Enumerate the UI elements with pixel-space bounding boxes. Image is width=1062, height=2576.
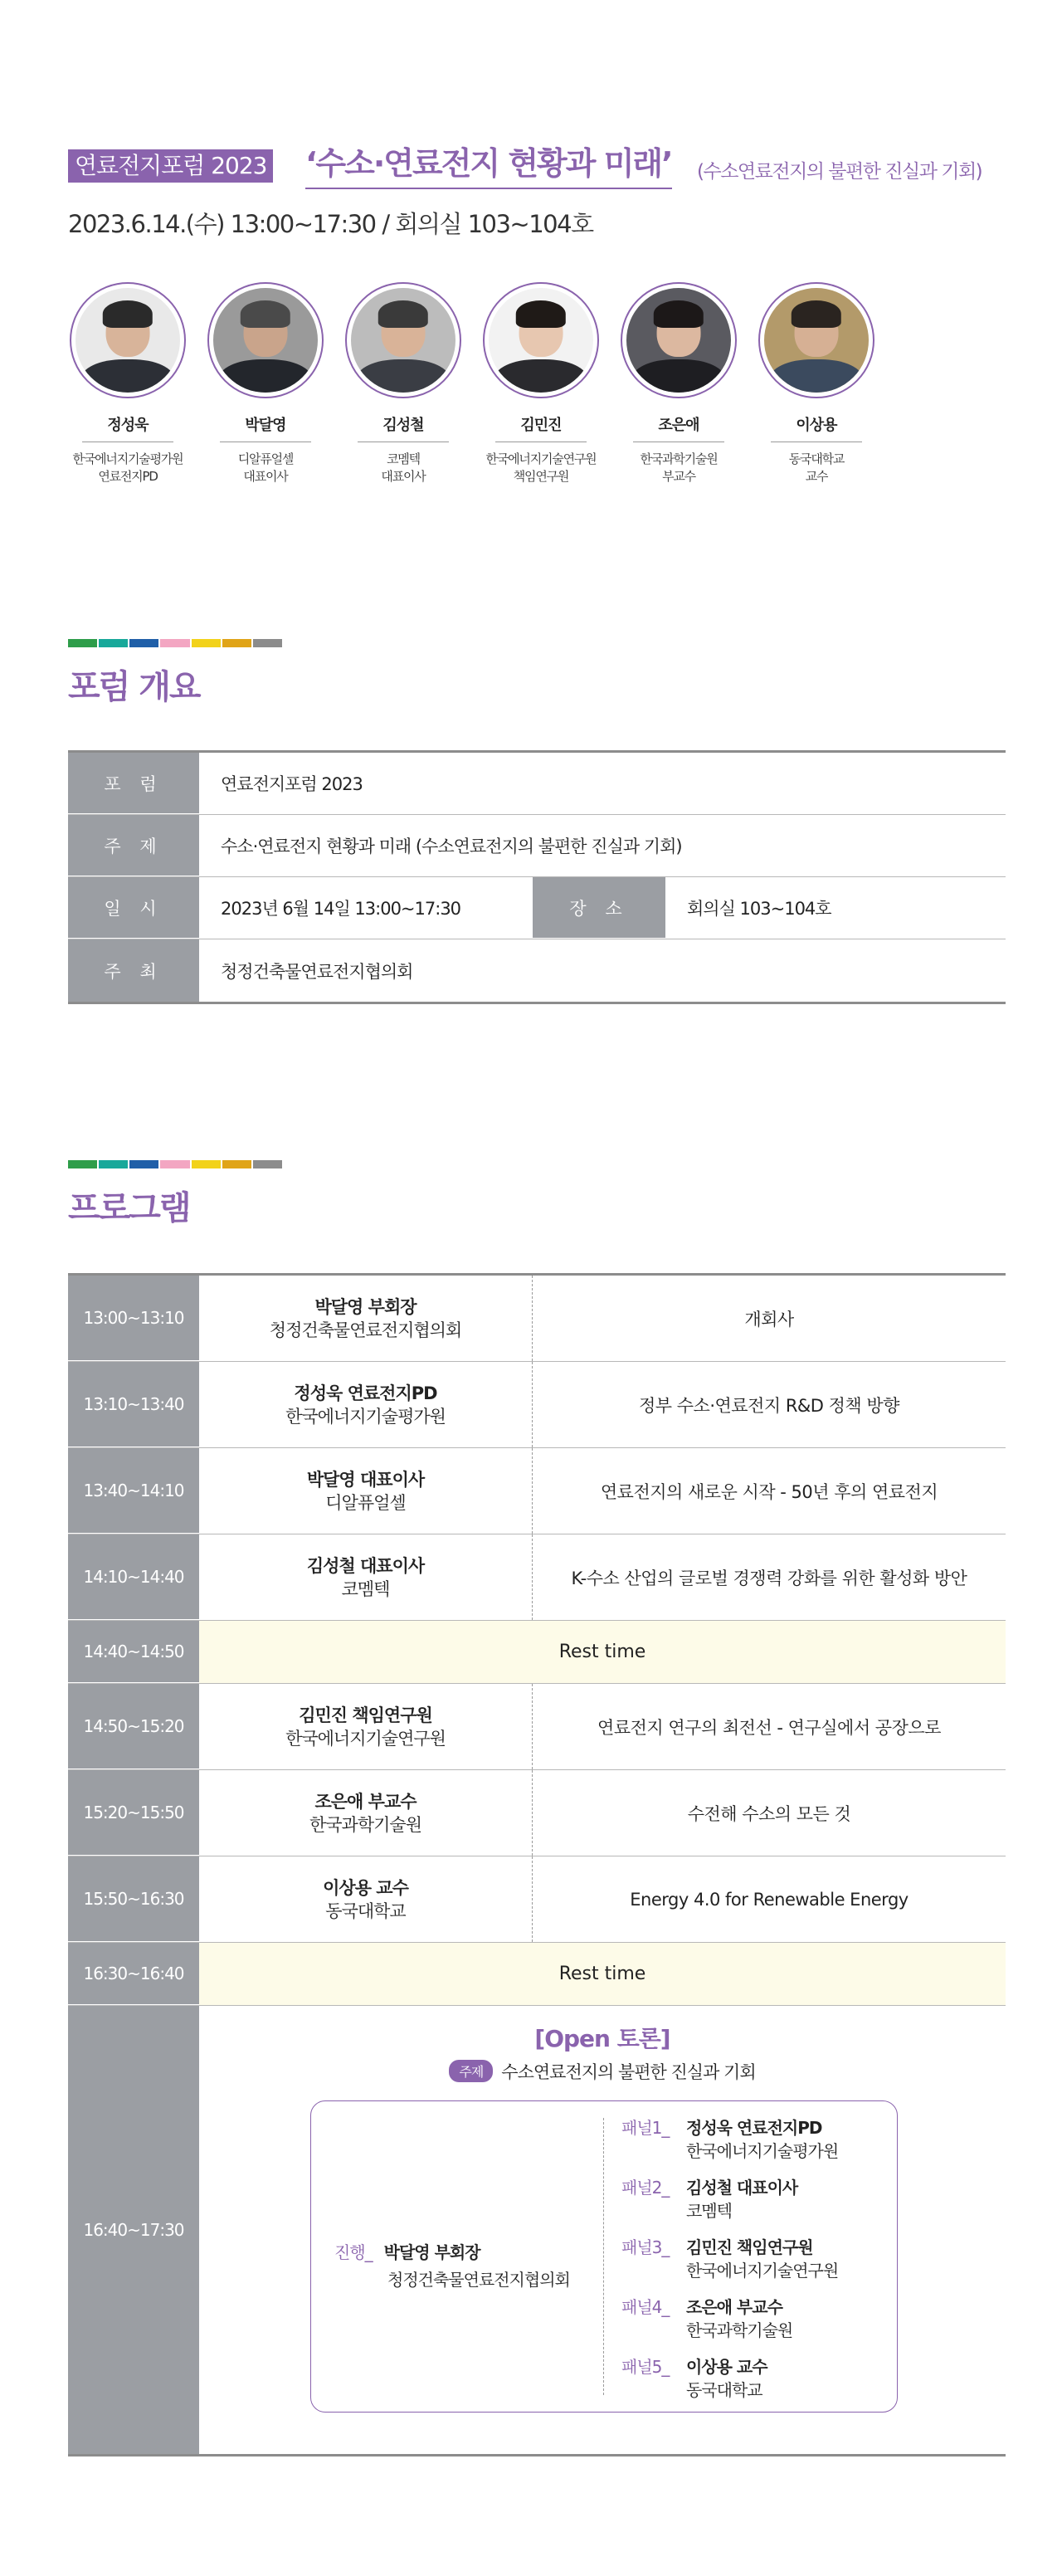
program-speaker: [199, 1448, 533, 1534]
program-row-open-discussion: [68, 2006, 1006, 2454]
stripe-segment: [253, 1160, 282, 1168]
panelist-org: 한국과학기술원: [686, 2320, 793, 2340]
program-row: [68, 1534, 1006, 1621]
stripe-segment: [68, 639, 97, 647]
speaker-photo: [626, 288, 731, 393]
moderator-label: 진행_: [334, 2242, 373, 2262]
speaker-name: 김민진: [495, 413, 587, 442]
program-table: [68, 1273, 1006, 2456]
program-speaker: [199, 1362, 533, 1447]
overview-label: 주 제: [68, 815, 199, 876]
speaker-card: [61, 282, 194, 485]
theme-text: 수소연료전지의 불편한 진실과 기회: [501, 2062, 756, 2082]
stripe-segment: [129, 639, 158, 647]
program-speaker: [199, 1770, 533, 1856]
panelist-org: 동국대학교: [686, 2380, 762, 2400]
program-row: [68, 1362, 1006, 1448]
stripe-segment: [253, 639, 282, 647]
speaker-name: 조은애: [633, 413, 724, 442]
stripe-segment: [68, 1160, 97, 1168]
overview-value: 회의실 103~104호: [687, 899, 831, 919]
speaker-org: 동국대학교 교수: [788, 451, 845, 484]
stripe-segment: [99, 639, 128, 647]
overview-label: 장 소: [533, 877, 665, 939]
overview-value: 수소·연료전지 현황과 미래 (수소연료전지의 불편한 진실과 기회): [221, 837, 682, 856]
panelist-name: 정성욱 연료전지PD: [686, 2118, 822, 2138]
panelist-label: 패널4_: [621, 2297, 670, 2317]
speaker-card: [750, 282, 883, 485]
program-speaker-org: 동국대학교: [325, 1900, 406, 1921]
overview-title: 포럼 개요: [68, 668, 200, 706]
program-speaker-org: 한국에너지기술평가원: [285, 1406, 446, 1427]
program-time: 15:20~15:50: [68, 1770, 199, 1856]
panelist-org: 한국에너지기술평가원: [686, 2141, 839, 2161]
stripe-segment: [192, 639, 221, 647]
speaker-card: [199, 282, 332, 485]
program-speaker: [199, 1684, 533, 1769]
speaker-photo: [489, 288, 593, 393]
speaker-card: [475, 282, 607, 485]
speaker-name: 김성철: [358, 413, 449, 442]
program-time: 14:40~14:50: [68, 1621, 199, 1683]
program-speaker-name: 조은애 부교수: [314, 1791, 417, 1812]
panelist: [621, 2236, 838, 2295]
panelist-org: 한국에너지기술연구원: [686, 2261, 839, 2281]
speaker-photo: [764, 288, 869, 393]
panelist-label: 패널3_: [621, 2237, 670, 2257]
open-discussion-theme: [199, 2059, 1006, 2084]
program-topic: 연료전지 연구의 최전선 - 연구실에서 공장으로: [597, 1717, 941, 1738]
speaker-photo: [351, 288, 455, 393]
overview-row: [68, 939, 1006, 1002]
section-stripe: [68, 639, 282, 647]
program-title: 프로그램: [68, 1189, 190, 1227]
panelist-name: 김성철 대표이사: [686, 2178, 798, 2198]
program-speaker: [199, 1276, 533, 1361]
moderator-org: 청정건축물연료전지협의회: [387, 2270, 570, 2290]
panel-box: [310, 2100, 898, 2413]
program-row: [68, 1448, 1006, 1534]
overview-row: [68, 877, 1006, 939]
program-speaker-org: 한국에너지기술연구원: [285, 1728, 446, 1749]
overview-table: [68, 750, 1006, 1004]
stripe-segment: [160, 639, 189, 647]
section-stripe: [68, 1160, 282, 1168]
stripe-segment: [129, 1160, 158, 1168]
forum-header: [68, 143, 1006, 193]
program-topic: 정부 수소·연료전지 R&D 정책 방향: [639, 1395, 899, 1416]
overview-value: 연료전지포럼 2023: [221, 774, 363, 794]
program-topic: 개회사: [744, 1309, 794, 1329]
speaker-photo: [213, 288, 318, 393]
program-speaker: [199, 1856, 533, 1942]
program-speaker-name: 김민진 책임연구원: [299, 1705, 432, 1725]
program-time: 13:00~13:10: [68, 1276, 199, 1361]
overview-row: [68, 753, 1006, 815]
panel-divider: [603, 2118, 604, 2395]
program-time: 15:50~16:30: [68, 1856, 199, 1942]
program-speaker-org: 코멤텍: [341, 1578, 390, 1599]
speaker-org: 한국에너지기술연구원 책임연구원: [485, 451, 597, 484]
program-row-rest: [68, 1621, 1006, 1684]
speaker-card: [612, 282, 745, 485]
panelist-label: 패널2_: [621, 2178, 670, 2198]
speaker-list: [61, 282, 874, 490]
speaker-photo: [76, 288, 180, 393]
speaker-card: [337, 282, 470, 485]
speaker-name: 박달영: [220, 413, 311, 442]
avatar: [70, 282, 186, 398]
program-row-rest: [68, 1943, 1006, 2006]
avatar: [758, 282, 874, 398]
panelist: [621, 2176, 838, 2236]
avatar: [207, 282, 324, 398]
panel-list: [621, 2116, 838, 2415]
overview-label: 주 최: [68, 939, 199, 1002]
speaker-org: 디알퓨얼셀 대표이사: [237, 451, 294, 484]
program-time: 16:30~16:40: [68, 1943, 199, 2005]
speaker-name: 이상용: [771, 413, 862, 442]
moderator-name: 박달영 부회장: [383, 2242, 480, 2262]
avatar: [483, 282, 599, 398]
program-speaker-org: 한국과학기술원: [309, 1814, 421, 1835]
program-time: 14:50~15:20: [68, 1684, 199, 1769]
program-speaker-org: 디알퓨얼셀: [325, 1492, 406, 1513]
speaker-org: 코멤텍 대표이사: [381, 451, 426, 484]
program-speaker: [199, 1534, 533, 1620]
program-speaker-name: 정성욱 연료전지PD: [294, 1383, 437, 1403]
program-time: 14:10~14:40: [68, 1534, 199, 1620]
stripe-segment: [99, 1160, 128, 1168]
panelist-name: 이상용 교수: [686, 2357, 767, 2377]
program-topic: K-수소 산업의 글로벌 경쟁력 강화를 위한 활성화 방안: [571, 1568, 967, 1588]
stripe-segment: [192, 1160, 221, 1168]
overview-row: [68, 815, 1006, 877]
program-topic: Energy 4.0 for Renewable Energy: [630, 1889, 909, 1910]
avatar: [621, 282, 737, 398]
overview-value: 청정건축물연료전지협의회: [221, 961, 413, 982]
speaker-name: 정성욱: [82, 413, 173, 442]
forum-badge: 연료전지포럼 2023: [68, 149, 273, 183]
overview-label: 포 럼: [68, 753, 199, 814]
program-row: [68, 1684, 1006, 1770]
avatar: [345, 282, 461, 398]
program-topic: 수전해 수소의 모든 것: [687, 1803, 851, 1824]
panelist-label: 패널1_: [621, 2118, 670, 2138]
program-time: 13:10~13:40: [68, 1362, 199, 1447]
program-row: [68, 1276, 1006, 1362]
stripe-segment: [222, 1160, 251, 1168]
panelist: [621, 2116, 838, 2176]
panelist-label: 패널5_: [621, 2357, 670, 2377]
forum-subtitle: (수소연료전지의 불편한 진실과 기회): [697, 161, 982, 183]
program-topic: 연료전지의 새로운 시작 - 50년 후의 연료전지: [600, 1481, 938, 1502]
panelist: [621, 2355, 838, 2415]
program-speaker-name: 박달영 부회장: [314, 1296, 417, 1317]
program-row: [68, 1856, 1006, 1943]
panelist-name: 김민진 책임연구원: [686, 2237, 813, 2257]
speaker-org: 한국에너지기술평가원 연료전지PD: [72, 451, 183, 484]
rest-time: Rest time: [199, 1621, 1006, 1683]
open-discussion: [199, 2006, 1006, 2454]
panelist-name: 조은애 부교수: [686, 2297, 782, 2317]
stripe-segment: [160, 1160, 189, 1168]
moderator: [334, 2239, 570, 2291]
program-speaker-name: 이상용 교수: [323, 1877, 408, 1898]
overview-label: 일 시: [68, 877, 199, 939]
program-time: 16:40~17:30: [68, 2006, 199, 2454]
program-speaker-name: 김성철 대표이사: [306, 1555, 425, 1576]
rest-time: Rest time: [199, 1943, 1006, 2005]
program-speaker-org: 청정건축물연료전지협의회: [269, 1320, 462, 1340]
program-speaker-name: 박달영 대표이사: [306, 1469, 425, 1490]
stripe-segment: [222, 639, 251, 647]
program-time: 13:40~14:10: [68, 1448, 199, 1534]
theme-tag: 주제: [449, 2060, 493, 2082]
open-discussion-title: [Open 토론]: [534, 2025, 670, 2052]
forum-date-place: 2023.6.14.(수) 13:00~17:30 / 회의실 103~104호: [68, 210, 593, 238]
forum-title: ‘수소·연료전지 현황과 미래’: [305, 143, 672, 189]
overview-value: 2023년 6월 14일 13:00~17:30: [221, 899, 461, 919]
panelist-org: 코멤텍: [686, 2201, 732, 2221]
program-row: [68, 1770, 1006, 1856]
speaker-org: 한국과학기술원 부교수: [640, 451, 718, 484]
panelist: [621, 2295, 838, 2355]
